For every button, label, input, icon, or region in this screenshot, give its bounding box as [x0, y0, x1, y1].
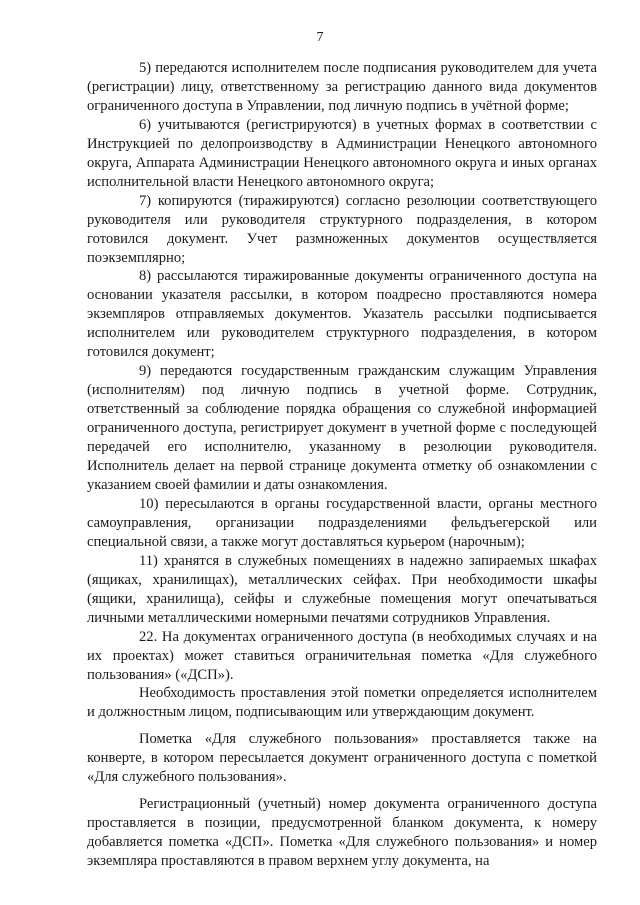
paragraph-item-7: 7) копируются (тиражируются) согласно резолюции соответствующего руководителя или руководителя структурного подразделения, в котором готовился документ. Учет размноженных документов осуществляется поэкземплярно;: [87, 192, 597, 266]
paragraph-item-11: 11) хранятся в служебных помещениях в надежно запираемых шкафах (ящиках, хранилищах), металлических сейфах. При необходимости шкафы (ящики, хранилища), сейфы и служебные помещения могут опечатываться личными металлическими номерными печатями сотрудников Управления.: [87, 552, 597, 626]
paragraph-item-9: 9) передаются государственным гражданским служащим Управления (исполнителям) под личную подпись в учетной форме. Сотрудник, ответственный за соблюдение порядка обращения со служебной информацией ограниченного доступа, регистрирует документ в учетной форме с последующей передачей его исполнителю, указанному в резолюции руководителя. Исполнитель делает на первой странице документа отметку об ознакомлении с указанием своей фамилии и даты ознакомления.: [87, 363, 597, 493]
paragraph-item-10: 10) пересылаются в органы государственной власти, органы местного самоуправления, организации подразделениями фельдъегерской или специальной связи, а также могут доставляться курьером (нарочным);: [87, 495, 597, 550]
paragraph-item-5: 5) передаются исполнителем после подписания руководителем для учета (регистрации) лицу, ответственному за регистрацию данного вида документов ограниченного доступа в Управлении, под личную подпись в учётной форме;: [87, 60, 597, 114]
paragraph-item-8: 8) рассылаются тиражированные документы ограниченного доступа на основании указателя рассылки, в котором поадресно проставляются номера экземпляров отправляемых документов. Указатель рассылки подписывается исполнителем или руководителем структурного подразделения, в котором готовился документ;: [87, 268, 597, 361]
paragraph-section-22: 22. На документах ограниченного доступа (в необходимых случаях и на их проектах) может ставиться ограничительная пометка «Для служебного пользования» («ДСП»).: [87, 628, 597, 683]
paragraph-item-6: 6) учитываются (регистрируются) в учетных формах в соответствии с Инструкцией по делопроизводству в Администрации Ненецкого автономного округа, Аппарата Администрации Ненецкого автономного округа и иных органах исполнительной власти Ненецкого автономного округа;: [87, 116, 597, 190]
document-body: [87, 59, 597, 871]
page-number: 7: [316, 30, 324, 45]
paragraph-envelope-mark: Пометка «Для служебного пользования» проставляется также на конверте, в котором пересылается документ ограниченного доступа с пометкой «Для служебного пользования».: [87, 731, 597, 786]
paragraph-registration-number: Регистрационный (учетный) номер документа ограниченного доступа проставляется в позиции, предусмотренной бланком документа, к номеру добавляется пометка «ДСП». Пометка «Для служебного пользования» и номер экземпляра проставляются в правом верхнем углу документа, на: [87, 796, 597, 870]
paragraph-necessity: Необходимость проставления этой пометки определяется исполнителем и должностным лицом, подписывающим или утверждающим документ.: [87, 685, 597, 721]
